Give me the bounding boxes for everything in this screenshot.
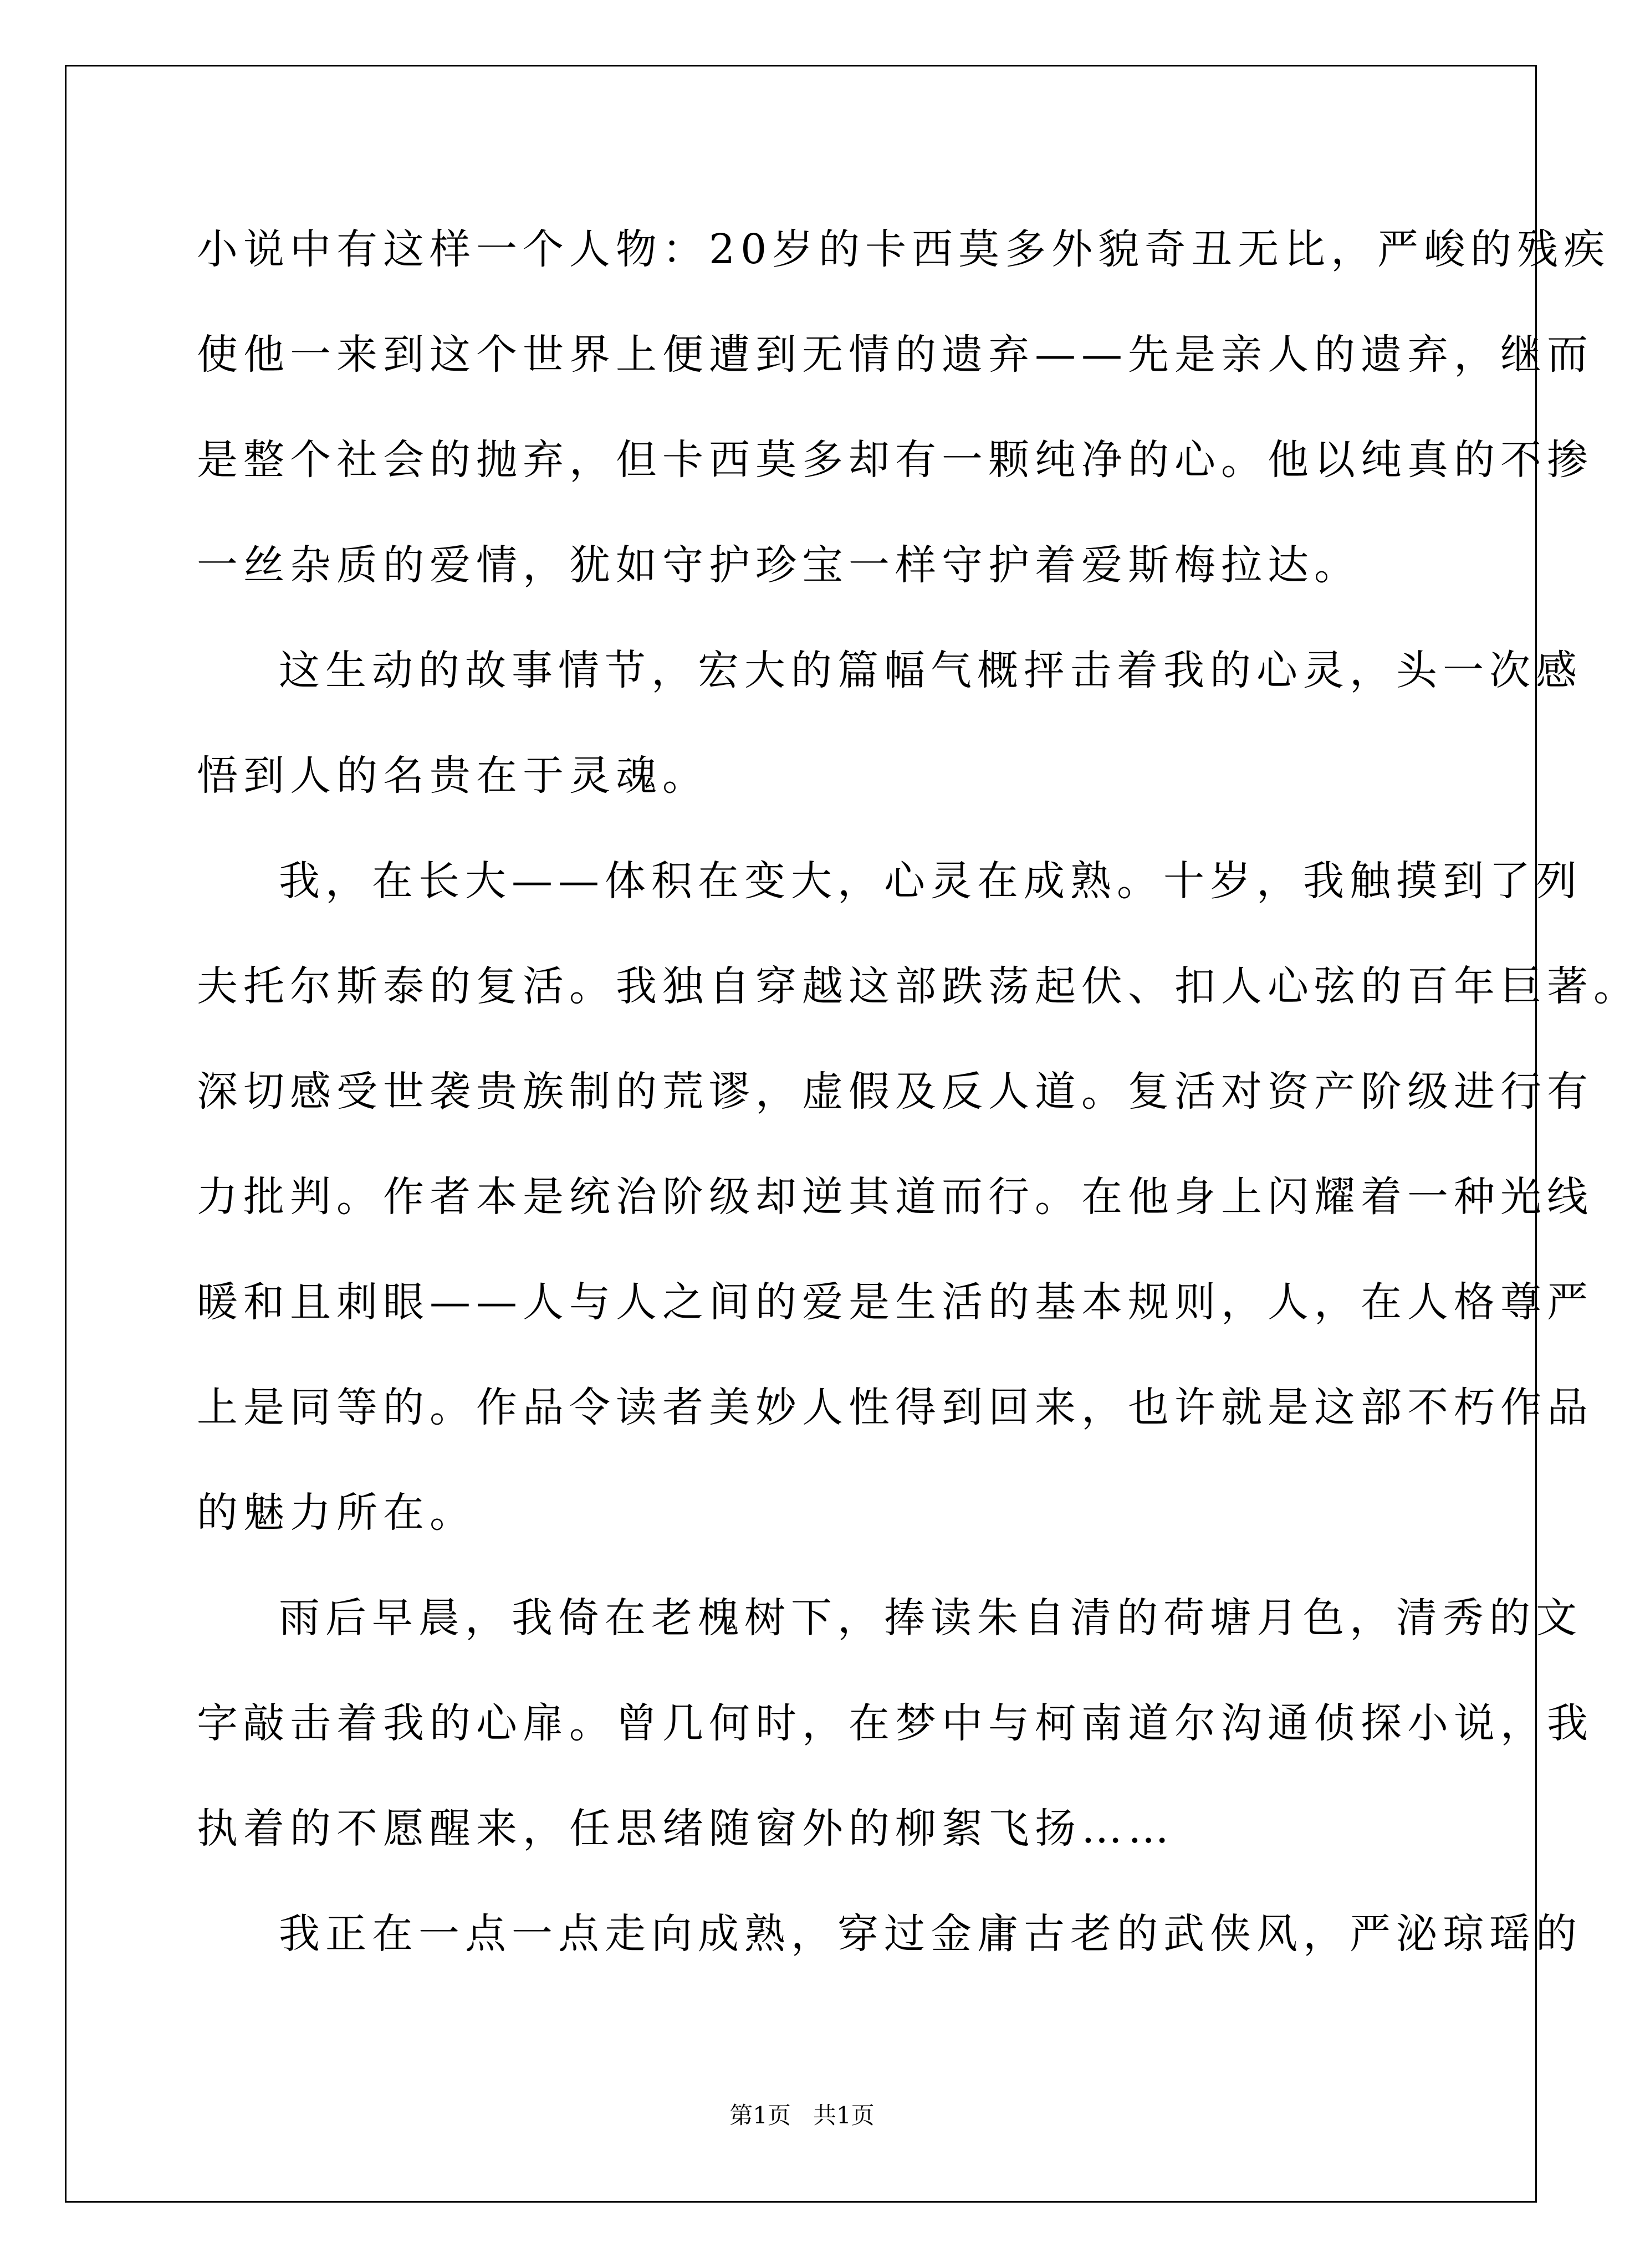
text-line: 力批判。作者本是统治阶级却逆其道而行。在他身上闪耀着一种光线 [197,1173,1593,1221]
text-line: 字敲击着我的心扉。曾几何时，在梦中与柯南道尔沟通侦探小说，我 [197,1699,1593,1747]
text-line: 我，在长大——体积在变大，心灵在成熟。十岁，我触摸到了列 [279,857,1582,905]
text-line: 深切感受世袭贵族制的荒谬，虚假及反人道。复活对资产阶级进行有 [197,1068,1593,1115]
text-line: 这生动的故事情节，宏大的篇幅气概抨击着我的心灵，头一次感 [279,647,1582,694]
text-line: 暖和且刺眼——人与人之间的爱是生活的基本规则，人，在人格尊严 [197,1278,1593,1326]
text-line: 我正在一点一点走向成熟，穿过金庸古老的武侠风，严泌琼瑶的 [279,1910,1582,1958]
text-line: 一丝杂质的爱情，犹如守护珍宝一样守护着爱斯梅拉达。 [197,541,1361,589]
text-line: 悟到人的名贵在于灵魂。 [197,752,709,800]
page-total: 共1页 [813,2102,875,2129]
text-line: 小说中有这样一个人物：20岁的卡西莫多外貌奇丑无比，严峻的残疾 [197,226,1611,273]
text-line: 的魅力所在。 [197,1489,476,1537]
text-line: 是整个社会的抛弃，但卡西莫多却有一颗纯净的心。他以纯真的不掺 [197,436,1593,484]
text-line: 上是同等的。作品令读者美妙人性得到回来，也许就是这部不朽作品 [197,1384,1593,1431]
text-line: 执着的不愿醒来，任思绪随窗外的柳絮飞扬…… [197,1805,1174,1852]
document-body [197,219,1640,2009]
text-line: 使他一来到这个世界上便遭到无情的遗弃——先是亲人的遗弃，继而 [197,331,1593,378]
text-line: 夫托尔斯泰的复活。我独自穿越这部跌荡起伏、扣人心弦的百年巨著。 [197,963,1640,1010]
text-line: 雨后早晨，我倚在老槐树下，捧读朱自清的荷塘月色，清秀的文 [279,1594,1582,1642]
page-number: 第1页 [729,2102,791,2129]
page-footer [0,2099,1604,2132]
